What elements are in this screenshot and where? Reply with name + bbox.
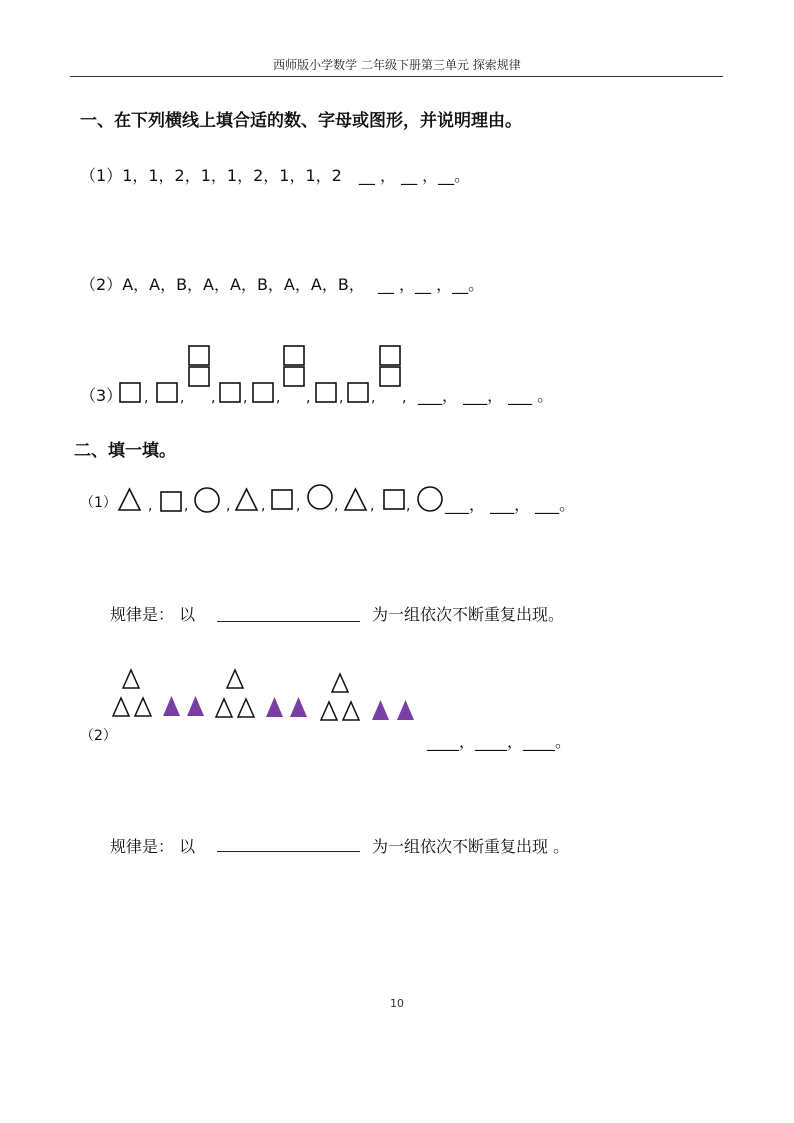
square-icon	[120, 383, 140, 402]
svg-text:,: ,	[370, 498, 375, 514]
q3-blanks[interactable]: ___， ___， ___ 。	[418, 386, 554, 405]
svg-text:,: ,	[339, 390, 344, 406]
circle-icon	[418, 487, 442, 511]
page-header: 西师版小学数学 二年级下册第三单元 探索规律	[273, 58, 521, 72]
svg-text:,: ,	[371, 390, 376, 406]
header-divider	[70, 76, 723, 77]
square-icon	[284, 367, 304, 386]
s2q2-rule-blank[interactable]	[217, 851, 360, 852]
s2q1-rule-blank[interactable]	[217, 621, 360, 622]
q3-label: （3）	[80, 386, 123, 405]
circle-icon	[308, 485, 332, 509]
svg-text:,: ,	[402, 390, 407, 406]
s2q1-shape-pattern	[114, 483, 454, 515]
q2-sequence: A，A，B，A，A，B，A，A，B，	[122, 275, 365, 294]
purple-triangle-icon	[290, 697, 307, 717]
s2q1-rule-prefix: 规律是： 以	[110, 605, 196, 624]
s2q1-blanks[interactable]: ___， ___， ___。	[445, 495, 576, 514]
svg-text:,: ,	[261, 498, 266, 514]
purple-triangle-icon	[266, 697, 283, 717]
s2q2-blanks[interactable]: ____，____，____。	[427, 732, 572, 751]
q1-label: （1）	[80, 166, 123, 185]
q2-line	[80, 272, 484, 295]
page-number: 10	[390, 997, 404, 1010]
svg-text:,: ,	[226, 498, 231, 514]
square-icon	[220, 383, 240, 402]
triangle-icon	[345, 489, 366, 510]
square-icon	[272, 490, 292, 509]
svg-text:,: ,	[296, 498, 301, 514]
square-icon	[157, 383, 177, 402]
s2q2-rule-suffix: 为一组依次不断重复出现 。	[372, 837, 570, 856]
q1-blanks[interactable]: __ ， __ ，__。	[358, 166, 471, 185]
svg-text:,: ,	[148, 498, 153, 514]
svg-text:,: ,	[144, 390, 149, 406]
square-icon	[161, 492, 181, 511]
square-icon	[384, 490, 404, 509]
svg-text:,: ,	[243, 390, 248, 406]
section2-heading: 二、填一填。	[74, 441, 176, 461]
purple-triangle-icon	[163, 696, 180, 716]
triangle-icon	[227, 670, 243, 688]
s2q2-label: （2）	[80, 728, 117, 744]
square-icon	[348, 383, 368, 402]
square-icon	[189, 367, 209, 386]
q1-sequence: 1，1，2，1，1，2，1，1，2	[122, 166, 342, 185]
svg-text:,: ,	[184, 498, 189, 514]
svg-text:,: ,	[211, 390, 216, 406]
triangle-icon	[135, 698, 151, 716]
square-icon	[189, 346, 209, 365]
svg-text:,: ,	[334, 498, 339, 514]
square-icon	[380, 346, 400, 365]
svg-text:,: ,	[306, 390, 311, 406]
triangle-icon	[236, 489, 257, 510]
triangle-icon	[321, 702, 337, 720]
square-icon	[253, 383, 273, 402]
svg-text:,: ,	[406, 498, 411, 514]
purple-triangle-icon	[372, 700, 389, 720]
triangle-icon	[332, 674, 348, 692]
q2-blanks[interactable]: __ ，__ ，__。	[377, 275, 485, 294]
triangle-icon	[113, 698, 129, 716]
triangle-icon	[123, 670, 139, 688]
circle-icon	[195, 488, 219, 512]
q1-line	[80, 163, 470, 186]
s2q2-rule-prefix: 规律是： 以	[110, 837, 196, 856]
triangle-icon	[119, 489, 140, 510]
triangle-icon	[343, 702, 359, 720]
svg-text:,: ,	[180, 390, 185, 406]
square-icon	[380, 367, 400, 386]
q3-square-pattern	[110, 340, 410, 410]
s2q1-label: （1）	[80, 495, 117, 511]
svg-text:,: ,	[276, 390, 281, 406]
q2-label: （2）	[80, 275, 123, 294]
section1-heading: 一、在下列横线上填合适的数、字母或图形，并说明理由。	[80, 111, 522, 131]
s2q1-rule-suffix: 为一组依次不断重复出现。	[372, 605, 565, 624]
triangle-icon	[216, 699, 232, 717]
square-icon	[316, 383, 336, 402]
s2q2-triangle-pattern	[108, 665, 428, 725]
purple-triangle-icon	[397, 700, 414, 720]
square-icon	[284, 346, 304, 365]
triangle-icon	[238, 699, 254, 717]
purple-triangle-icon	[187, 696, 204, 716]
